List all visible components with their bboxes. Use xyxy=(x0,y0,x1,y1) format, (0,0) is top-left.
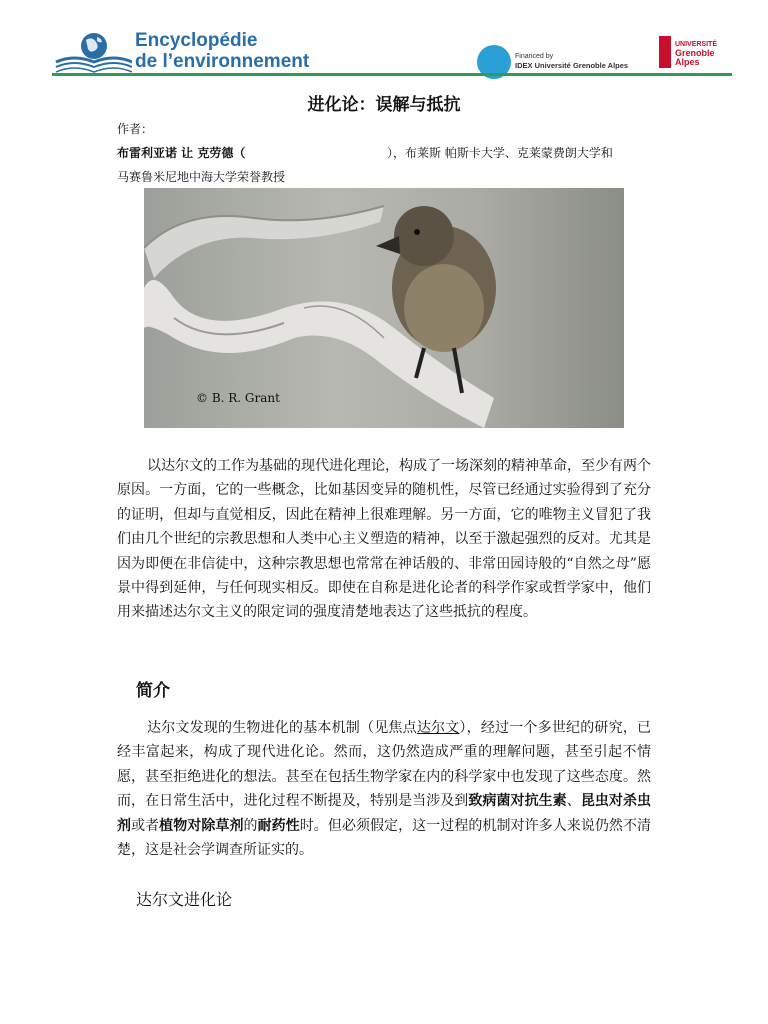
logo-line1: Encyclopédie xyxy=(135,30,258,51)
para2-bold-1: 致病菌对抗生素 xyxy=(468,793,567,810)
para2-bold-3: 植物对除草剂 xyxy=(159,817,244,834)
logo-line2: de l’environnement xyxy=(135,51,310,72)
idex-caption xyxy=(515,52,628,71)
idex-small-text: Financed by xyxy=(515,53,554,60)
site-header xyxy=(0,0,768,90)
section-heading-intro: 简介 xyxy=(136,681,170,701)
article-title: 进化论：误解与抵抗 xyxy=(307,95,461,115)
author-label: 作者： xyxy=(117,122,154,136)
uga-logo[interactable] xyxy=(659,36,739,72)
author-affiliation-line2: 马赛鲁米尼地中海大学荣誉教授 xyxy=(117,170,286,184)
globe-book-icon xyxy=(52,28,132,74)
uga-text xyxy=(675,40,717,67)
intro-paragraph: 以达尔文的工作为基础的现代进化理论，构成了一场深刻的精神革命，至少有两个原因。一方面，它的一些概念，比如基因变异的随机性，尽管已经通过实验得到了充分的证明，但却与直觉相反，因此在精神上很难理解。另一方面，它的唯物主义冒犯了我们由几个世纪的宗教思想和人类中心主义塑造的精神，以至于激起强烈的反对。尤其是因为即便在非信徒中，这种宗教思想也常常在神话般的、非常田园诗般的“自然之母”愿景中得到延伸，与任何现实相反。即使在自称是进化论者的科学作家或哲学家中，他们用来描述达尔文主义的限定词的强度清楚地表达了这些抵抗的程度。 xyxy=(117,458,651,621)
para2-bold-4: 耐药性 xyxy=(257,817,300,834)
intro-section-paragraph xyxy=(117,716,651,862)
uga-line3: Alpes xyxy=(675,57,700,67)
para2-text-e: 的 xyxy=(243,817,258,834)
logo-text xyxy=(135,30,309,72)
para2-text-b: ），经过一个多世纪的研究，已经丰富起来，构成了现代进化论。然而，这仍然造成严重的理解问题，甚至引起不情愿，甚至拒绝进化的想法。甚至在包括生物学家在内的科学家中也发现了这些态度。然而，在日常生活中，进化过程不断提及，特别是当涉及到 xyxy=(117,720,652,810)
uga-line1: UNIVERSITÉ xyxy=(675,41,718,48)
finch-photo xyxy=(144,188,624,428)
encyclopedie-logo[interactable] xyxy=(52,28,352,76)
author-affiliation: ），布莱斯 帕斯卡大学、克莱蒙费朗大学和 xyxy=(387,146,613,160)
author-names[interactable]: 布雷利亚诺 让 克劳德（ xyxy=(117,146,246,160)
photo-credit: © B. R. Grant xyxy=(196,391,280,405)
uga-line2: Grenoble xyxy=(675,48,715,58)
uga-red-mark-icon xyxy=(659,36,671,68)
header-divider xyxy=(52,73,732,76)
darwin-link[interactable]: 达尔文 xyxy=(416,720,460,736)
para2-text-c: 、 xyxy=(566,793,581,810)
para2-text-a: 达尔文发现的生物进化的基本机制（见焦点 xyxy=(147,720,417,736)
para2-bold-2: 昆虫对杀虫剂 xyxy=(117,793,652,834)
author-line xyxy=(117,144,657,161)
section-heading-darwin: 达尔文进化论 xyxy=(136,890,233,909)
idex-main-text: IDEX Université Grenoble Alpes xyxy=(515,61,629,70)
para2-text-f: 时。但必须假定，这一过程的机制对许多人来说仍然不清楚，这是社会学调查所证实的。 xyxy=(117,817,652,859)
para2-text-d: 或者 xyxy=(131,817,160,834)
